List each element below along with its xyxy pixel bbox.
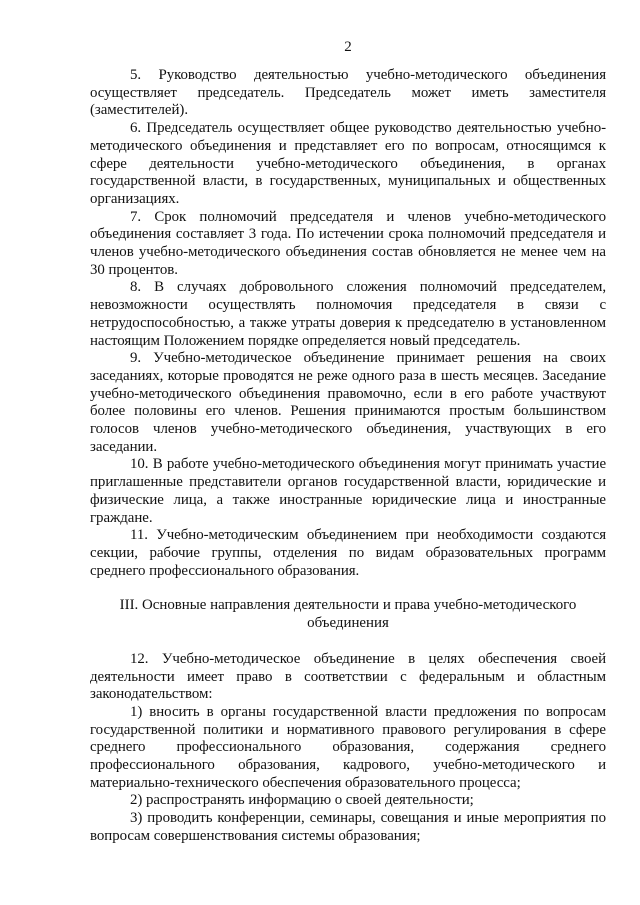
list-item-2: 2) распространять информацию о своей деятельности; — [130, 792, 474, 809]
paragraph-11: 11. Учебно-методическим объединением при необходимости создаются секции, рабочие группы, отделения по видам образовательных программ среднего профессионального образования. — [90, 527, 606, 579]
paragraph-9: 9. Учебно-методическое объединение принимает решения на своих заседаниях, которые проводятся не реже одного раза в шесть месяцев. Заседание учебно-методического объединения правомочно, если в его работе участвуют более половины его членов. Решения принимаются простым большинством голосов членов учебно-методического объединения, участвующих в его заседании. — [90, 350, 606, 455]
paragraph-12: 12. Учебно-методическое объединение в целях обеспечения своей деятельности имеет право в соответствии с федеральным и областным законодательством: — [90, 650, 606, 703]
paragraph-8: 8. В случаях добровольного сложения полномочий председателем, невозможности осуществлять полномочия председателя в связи с нетрудоспособностью, а также утраты доверия к председателю в установленном настоящим Положением порядке определяется новый председатель. — [90, 279, 606, 349]
paragraph-10: 10. В работе учебно-методического объединения могут принимать участие приглашенные представители органов государственной власти, юридические и физические лица, а также иностранные юридические лица и иностранные граждане. — [90, 456, 606, 526]
paragraph-6: 6. Председатель осуществляет общее руководство деятельностью учебно-методического объединения и представляет его по вопросам, относящимся к сфере деятельности учебно-методического объединения, в органах государственной власти, в государственных, муниципальных и общественных организациях. — [90, 120, 606, 207]
list-item-1: 1) вносить в органы государственной власти предложения по вопросам государственной политики и нормативного правового регулирования в сфере среднего профессионального образования, содержания среднего профессионального образования, кадрового, учебно-методического и материально-технического обеспечения образовательного процесса; — [90, 703, 606, 791]
section-heading: III. Основные направления деятельности и права учебно-методического объединения — [119, 597, 577, 632]
list-item-3: 3) проводить конференции, семинары, совещания и иные мероприятия по вопросам совершенствования системы образования; — [90, 810, 606, 844]
paragraph-5: 5. Руководство деятельностью учебно-методического объединения осуществляет председатель. Председатель может иметь заместителя (заместителей). — [90, 67, 606, 119]
paragraph-7: 7. Срок полномочий председателя и членов учебно-методического объединения составляет 3 года. По истечении срока полномочий председателя и членов учебно-методического объединения состав обновляется не менее чем на 30 процентов. — [90, 208, 606, 278]
page-number: 2 — [344, 39, 352, 55]
